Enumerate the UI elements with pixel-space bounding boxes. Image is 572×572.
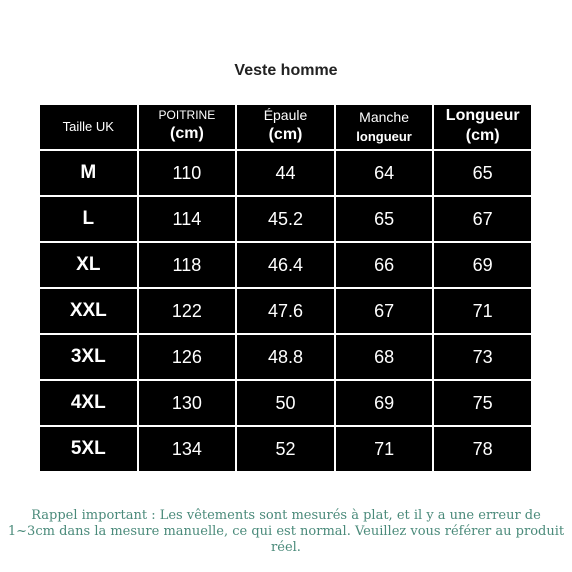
table-body xyxy=(40,151,531,471)
measurement-note: Rappel important : Les vêtements sont mesurés à plat, et il y a une erreur de 1~3cm dans la mesure manuelle, ce qui est normal. Veuillez vous référer au produit réel. xyxy=(7,508,565,555)
cell-shoulder: 45.2 xyxy=(237,197,334,241)
cell-sleeve: 64 xyxy=(336,151,433,195)
cell-chest: 122 xyxy=(139,289,236,333)
table-row xyxy=(40,289,531,333)
cell-sleeve: 69 xyxy=(336,381,433,425)
cell-size: XL xyxy=(40,243,137,287)
cell-shoulder: 47.6 xyxy=(237,289,334,333)
header-sleeve-label: Manche xyxy=(359,109,409,126)
header-length-label: Longueur xyxy=(445,106,520,124)
cell-chest: 118 xyxy=(139,243,236,287)
header-size xyxy=(40,105,137,149)
cell-length: 65 xyxy=(434,151,531,195)
header-chest-label: POITRINE xyxy=(158,108,216,122)
cell-length: 73 xyxy=(434,335,531,379)
cell-chest: 134 xyxy=(139,427,236,471)
cell-shoulder: 46.4 xyxy=(237,243,334,287)
header-chest xyxy=(139,105,236,149)
header-chest-unit: (cm) xyxy=(170,125,204,143)
cell-chest: 110 xyxy=(139,151,236,195)
cell-chest: 126 xyxy=(139,335,236,379)
cell-size: XXL xyxy=(40,289,137,333)
size-table xyxy=(38,103,533,473)
cell-size: 3XL xyxy=(40,335,137,379)
header-shoulder-label: Épaule xyxy=(263,106,308,123)
cell-sleeve: 65 xyxy=(336,197,433,241)
cell-sleeve: 67 xyxy=(336,289,433,333)
header-shoulder xyxy=(237,105,334,149)
cell-sleeve: 66 xyxy=(336,243,433,287)
cell-length: 67 xyxy=(434,197,531,241)
cell-chest: 114 xyxy=(139,197,236,241)
table-row xyxy=(40,335,531,379)
chart-title: Veste homme xyxy=(234,62,338,79)
header-sleeve-sub: longueur xyxy=(356,128,412,144)
cell-length: 69 xyxy=(434,243,531,287)
cell-shoulder: 48.8 xyxy=(237,335,334,379)
table-row xyxy=(40,151,531,195)
cell-length: 71 xyxy=(434,289,531,333)
cell-length: 75 xyxy=(434,381,531,425)
cell-shoulder: 50 xyxy=(237,381,334,425)
cell-sleeve: 68 xyxy=(336,335,433,379)
header-size-label: Taille UK xyxy=(62,119,114,134)
cell-shoulder: 52 xyxy=(237,427,334,471)
table-row xyxy=(40,243,531,287)
table-row xyxy=(40,197,531,241)
header-shoulder-unit: (cm) xyxy=(268,126,303,144)
cell-size: L xyxy=(40,197,137,241)
cell-length: 78 xyxy=(434,427,531,471)
cell-size: M xyxy=(40,151,137,195)
cell-size: 5XL xyxy=(40,427,137,471)
table-row xyxy=(40,427,531,471)
cell-chest: 130 xyxy=(139,381,236,425)
cell-sleeve: 71 xyxy=(336,427,433,471)
header-sleeve xyxy=(336,105,433,149)
table-header-row xyxy=(40,105,531,149)
header-length xyxy=(434,105,531,149)
header-length-unit: (cm) xyxy=(465,127,500,145)
cell-shoulder: 44 xyxy=(237,151,334,195)
table-row xyxy=(40,381,531,425)
cell-size: 4XL xyxy=(40,381,137,425)
